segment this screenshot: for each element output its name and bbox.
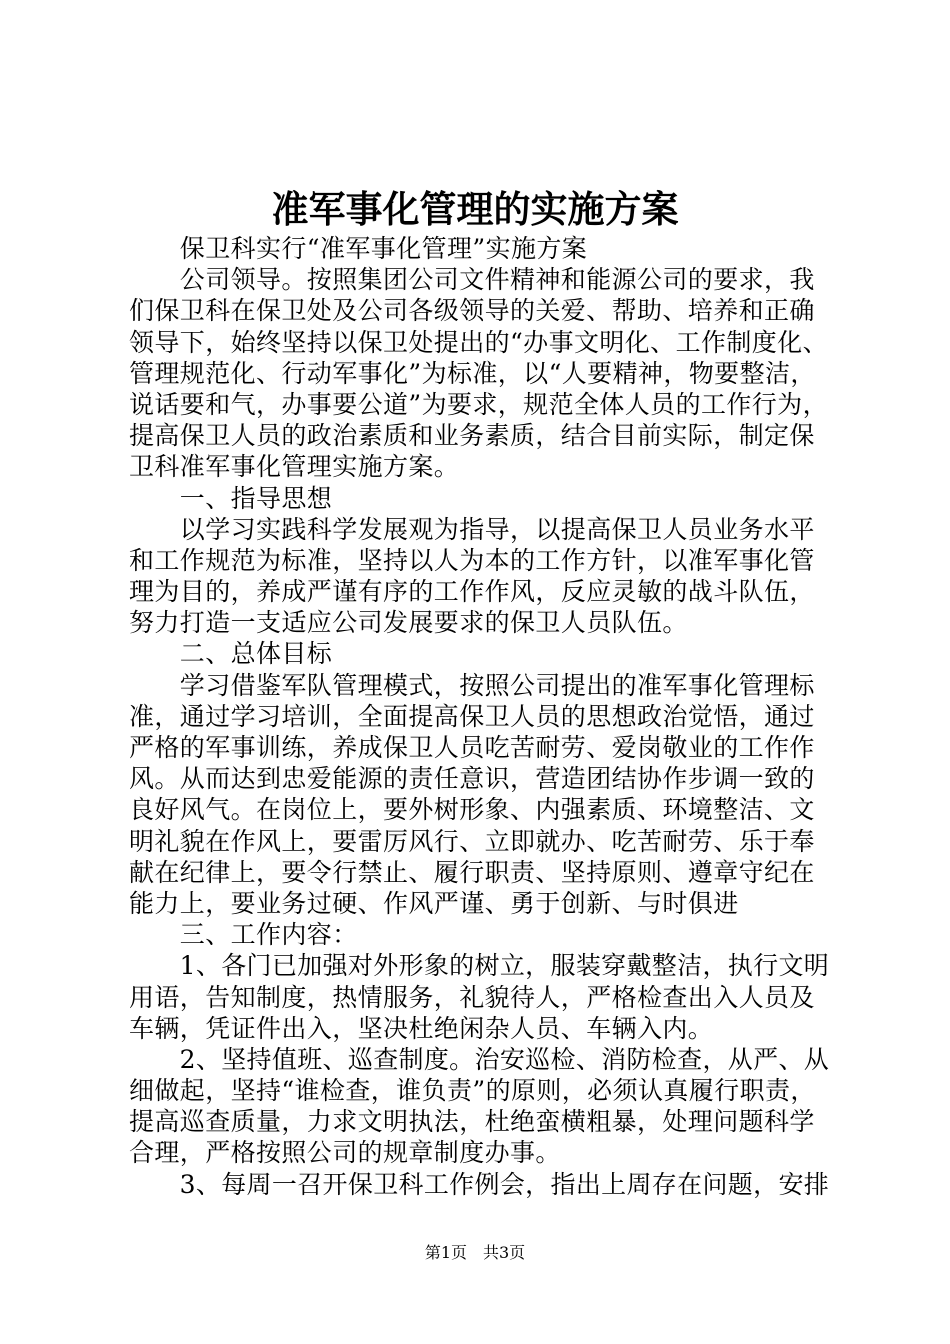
text-line: 细做起，坚持“谁检查，谁负责”的原则，必须认真履行职责， (129, 1076, 816, 1106)
text-line: 1、各门已加强对外形象的树立，服装穿戴整洁，执行文明 (129, 951, 830, 981)
text-line: 2、坚持值班、巡查制度。治安巡检、消防检查，从严、从 (129, 1044, 830, 1074)
text-line: 二、总体目标 (129, 639, 333, 669)
text-line: 以学习实践科学发展观为指导，以提高保卫人员业务水平 (129, 514, 815, 544)
text-line: 学习借鉴军队管理模式，按照公司提出的准军事化管理标 (129, 670, 815, 700)
text-line: 们保卫科在保卫处及公司各级领导的关爱、帮助、培养和正确 (129, 296, 815, 326)
document-body (129, 233, 829, 1200)
text-line: 用语，告知制度，热情服务，礼貌待人，严格检查出入人员及 (129, 982, 815, 1012)
text-line: 严格的军事训练，养成保卫人员吃苦耐劳、爱岗敬业的工作作 (129, 733, 815, 762)
text-line: 和工作规范为标准，坚持以人为本的工作方针，以准军事化管 (129, 545, 815, 575)
text-line: 明礼貌在作风上，要雷厉风行、立即就办、吃苦耐劳、乐于奉 (129, 826, 815, 856)
text-line: 能力上，要业务过硬、作风严谨、勇于创新、与时俱进 (129, 888, 739, 918)
text-line: 公司领导。按照集团公司文件精神和能源公司的要求，我 (129, 265, 815, 295)
text-line: 说话要和气，办事要公道”为要求，规范全体人员的工作行为， (129, 389, 828, 419)
text-line: 卫科准军事化管理实施方案。 (129, 452, 460, 482)
text-line: 领导下，始终坚持以保卫处提出的“办事文明化、工作制度化、 (129, 327, 828, 357)
text-line: 三、工作内容： (129, 920, 358, 950)
text-line: 3、每周一召开保卫科工作例会，指出上周存在问题，安排 (129, 1169, 830, 1199)
document-title: 准军事化管理的实施方案 (271, 187, 679, 231)
text-line: 献在纪律上，要令行禁止、履行职责、坚持原则、遵章守纪在 (129, 857, 815, 887)
text-line: 风。从而达到忠爱能源的责任意识，营造团结协作步调一致的 (129, 764, 815, 794)
text-line: 提高保卫人员的政治素质和业务素质，结合目前实际，制定保 (129, 421, 815, 451)
text-line: 努力打造一支适应公司发展要求的保卫人员队伍。 (129, 608, 688, 638)
text-line: 理为目的，养成严谨有序的工作作风，反应灵敏的战斗队伍， (129, 577, 815, 607)
text-line: 车辆，凭证件出入，坚决杜绝闲杂人员、车辆入内。 (129, 1013, 714, 1043)
text-line: 保卫科实行“准军事化管理”实施方案 (129, 234, 588, 263)
text-line: 良好风气。在岗位上，要外树形象、内强素质、环境整洁、文 (129, 795, 815, 825)
text-line: 提高巡查质量，力求文明执法，杜绝蛮横粗暴，处理问题科学 (129, 1107, 815, 1137)
text-line: 一、指导思想 (129, 483, 333, 513)
text-line: 合理，严格按照公司的规章制度办事。 (129, 1138, 561, 1168)
page-footer: 第1页 共3页 (424, 1243, 526, 1262)
text-line: 管理规范化、行动军事化”为标准，以“人要精神，物要整洁， (129, 358, 816, 388)
text-line: 准，通过学习培训，全面提高保卫人员的思想政治觉悟，通过 (129, 701, 815, 731)
